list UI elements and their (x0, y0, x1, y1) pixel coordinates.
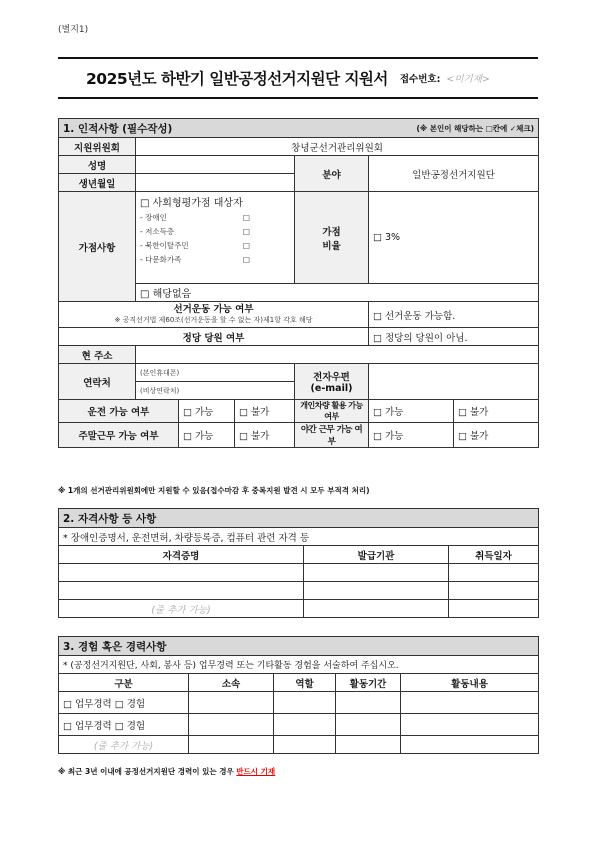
table-row (59, 714, 539, 736)
section1-note: (※ 본인이 해당하는 □칸에 ✓체크) (416, 123, 535, 133)
address-label: 현 주소 (59, 346, 136, 364)
receipt-label: 접수번호: (399, 74, 441, 85)
committee-value: 창녕군선거관리위원회 (136, 138, 539, 156)
night-yes[interactable]: □ 가능 (369, 423, 454, 448)
birth-field[interactable] (136, 174, 295, 192)
col-org: 소속 (189, 674, 274, 692)
email-field[interactable] (369, 364, 539, 400)
night-no[interactable]: □ 불가 (454, 423, 539, 448)
section2-desc: * 장애인증명서, 운전면허, 차량등록증, 컴퓨터 관련 자격 등 (59, 528, 539, 546)
drive-label: 운전 가능 여부 (59, 400, 179, 423)
birth-label: 생년월일 (59, 174, 136, 192)
type-checkbox[interactable]: □ 업무경력 □ 경험 (59, 714, 189, 736)
bonus-options (136, 192, 295, 284)
col-issuer: 발급기관 (304, 546, 449, 564)
weekend-label: 주말근무 가능 여부 (59, 423, 179, 448)
campaign-label: 선거운동 가능 여부 (173, 303, 254, 315)
drive-yes[interactable]: □ 가능 (179, 400, 235, 423)
car-no[interactable]: □ 불가 (454, 400, 539, 423)
bonus-rate-label: 가점 비율 (295, 192, 369, 284)
field-value: 일반공정선거지원단 (369, 156, 539, 192)
email-label: 전자우편 (e-mail) (295, 364, 369, 400)
add-row-hint: (줄 추가 가능) (59, 736, 189, 754)
bonus-main-checkbox[interactable]: □ 사회형평가점 대상자 (140, 198, 243, 209)
weekend-yes[interactable]: □ 가능 (179, 423, 235, 448)
table-row (59, 600, 539, 618)
personal-info-table (58, 118, 539, 448)
bonus-label: 가점사항 (59, 192, 136, 302)
table-row (59, 582, 539, 600)
col-period: 활동기간 (336, 674, 401, 692)
table-row (59, 564, 539, 582)
add-row-hint: (줄 추가 가능) (59, 600, 304, 618)
bonus-item-defector[interactable]: - 북한이탈주민 □ (140, 241, 250, 250)
car-label: 개인차량 활용 가능 여부 (295, 400, 369, 423)
col-certificate: 자격증명 (59, 546, 304, 564)
name-field[interactable] (136, 156, 295, 174)
experience-note-emphasis: 반드시 기재 (236, 767, 276, 776)
section1-header (59, 119, 539, 138)
bonus-none-checkbox[interactable]: □ 해당없음 (136, 284, 539, 302)
name-label: 성명 (59, 156, 136, 174)
annex-label: (별지1) (58, 25, 89, 35)
campaign-note: ※ 공직선거법 제60조(선거운동을 할 수 없는 자)제1항 각호 해당 (114, 315, 313, 324)
field-label: 분야 (295, 156, 369, 192)
committee-label: 지원위원회 (59, 138, 136, 156)
bonus-item-multicultural[interactable]: - 다문화가족 □ (140, 255, 250, 264)
title-bar (58, 57, 538, 99)
section2-header: 2. 자격사항 등 사항 (59, 509, 539, 528)
night-label: 야간 근무 가능 여부 (295, 423, 369, 448)
col-role: 역할 (274, 674, 336, 692)
bonus-item-disabled[interactable]: - 장애인 □ (140, 213, 250, 222)
table-row (59, 736, 539, 754)
receipt-value: <미기재> (446, 74, 490, 85)
section3-desc: * (공정선거지원단, 사회, 봉사 등) 업무경력 또는 기타활동 경험을 서술하여 주십시오. (59, 656, 539, 674)
col-content: 활동내용 (401, 674, 539, 692)
address-field[interactable] (136, 346, 539, 364)
contact-label: 연락처 (59, 364, 136, 400)
weekend-no[interactable]: □ 불가 (235, 423, 295, 448)
section3-header: 3. 경험 혹은 경력사항 (59, 637, 539, 656)
table-row (59, 692, 539, 714)
experience-table (58, 636, 539, 754)
experience-note: ※ 최근 3년 이내에 공정선거지원단 경력이 있는 경우 반드시 기재 (58, 767, 276, 776)
qualification-table (58, 508, 539, 618)
party-checkbox[interactable]: □ 정당의 당원이 아님. (369, 328, 539, 346)
bonus-item-lowincome[interactable]: - 저소득층 □ (140, 227, 250, 236)
bonus-rate-checkbox[interactable]: □ 3% (369, 192, 539, 284)
drive-no[interactable]: □ 불가 (235, 400, 295, 423)
section1-title: 1. 인적사항 (필수작성) (63, 122, 173, 135)
col-type: 구분 (59, 674, 189, 692)
duplicate-note: ※ 1개의 선거관리위원회에만 지원할 수 있음(접수마감 후 중복지원 발견 시 모두 부적격 처리) (58, 486, 370, 495)
alt-contact-field[interactable]: (비상연락처) (136, 382, 295, 400)
type-checkbox[interactable]: □ 업무경력 □ 경험 (59, 692, 189, 714)
campaign-label-cell (59, 302, 369, 328)
page-title: 2025년도 하반기 일반공정선거지원단 지원서 (86, 70, 388, 88)
col-date: 취득일자 (449, 546, 539, 564)
car-yes[interactable]: □ 가능 (369, 400, 454, 423)
mobile-field[interactable]: (본인휴대폰) (136, 364, 295, 382)
party-label: 정당 당원 여부 (59, 328, 369, 346)
campaign-checkbox[interactable]: □ 선거운동 가능함. (369, 302, 539, 328)
